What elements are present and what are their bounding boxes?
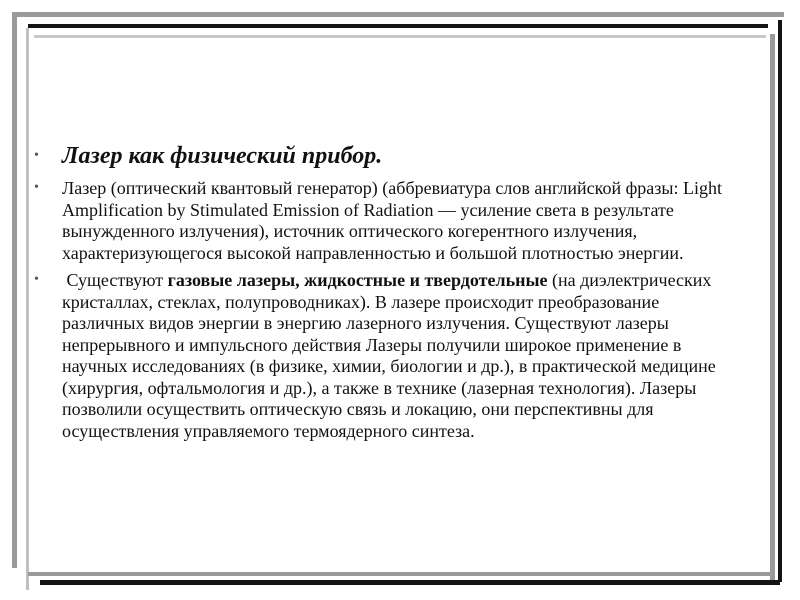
bullet-icon: •	[34, 180, 39, 195]
frame-right-black-bar	[778, 20, 782, 582]
frame-top-light-bar	[34, 35, 766, 38]
frame-left-light-bar	[26, 28, 29, 590]
bullet-item-definition	[34, 178, 734, 264]
definition-paragraph: Лазер (оптический квантовый генератор) (аббревиатура слов английской фразы: Light Amplification by Stimulated Emission of Radiation — усиление света в результате вынужденного излучения), источник оптического когерентного излучения, характеризующегося высокой направленностью и большой плотностью энергии.	[62, 178, 722, 263]
types-strong-text: газовые лазеры, жидкостные и твердотельные	[167, 270, 548, 290]
frame-bottom-gray-bar	[28, 572, 770, 576]
frame-right-gray-bar	[770, 34, 775, 580]
slide-content	[34, 140, 734, 448]
slide-heading: Лазер как физический прибор.	[62, 143, 383, 169]
frame-top-black-bar	[28, 24, 768, 28]
types-rest-text: (на диэлектрических кристаллах, стеклах, полупроводниках). В лазере происходит преобразование различных видов энергии в энергию лазерного излучения. Существуют лазеры непрерывного и импульсного действия Лазеры получили широкое применение в научных исследованиях (в физике, химии, биологии и др.), в практической медицине (хирургия, офтальмология и др.), а также в технике (лазерная технология). Лазеры позволили осуществить оптическую связь и локацию, они перспективны для осуществления управляемого термоядерного синтеза.	[62, 270, 716, 441]
bullet-icon: •	[34, 272, 39, 287]
bullet-item-heading	[34, 140, 734, 172]
bullet-item-types	[34, 270, 734, 442]
frame-left-gray-bar	[12, 12, 17, 568]
frame-top-gray-bar	[12, 12, 784, 17]
frame-bottom-black-bar	[40, 580, 780, 585]
types-paragraph	[62, 270, 734, 442]
bullet-icon: •	[34, 148, 39, 163]
types-lead-text: Существуют	[62, 270, 168, 290]
